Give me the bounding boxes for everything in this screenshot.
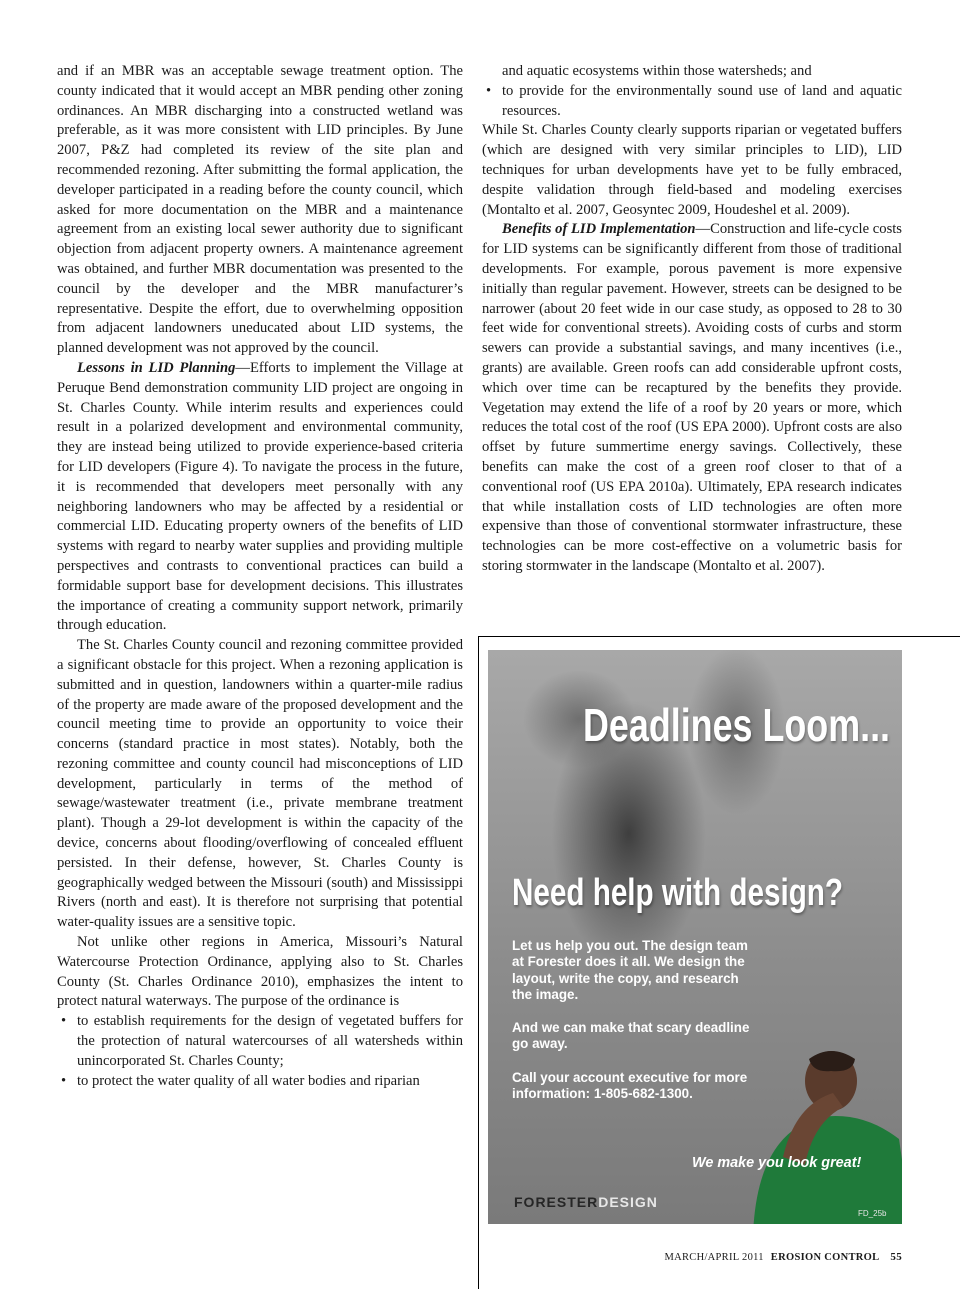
ad-headline: Deadlines Loom...	[583, 699, 891, 751]
left-column	[57, 62, 463, 1091]
bullet-item: • to provide for the environmentally sound use of land and aquatic resources.	[482, 82, 902, 122]
person-hair	[809, 1051, 855, 1071]
ad-tagline: We make you look great!	[692, 1155, 862, 1171]
bullet-list	[482, 82, 902, 122]
advertisement	[488, 650, 902, 1224]
right-column	[482, 62, 902, 577]
ad-border-horizontal	[478, 636, 960, 637]
bullet-continuation: and aquatic ecosystems within those watersheds; and	[502, 63, 812, 79]
body-paragraph: While St. Charles County clearly supports riparian or vegetated buffers (which are designed with very similar principles to LID), LID techniques for urban developments have yet to be fully embraced, despite validation through field-based and modeling exercises (Montalto et al. 2007, Geosyntec 2009, Houdeshel et al. 2009).	[482, 122, 902, 218]
logo-part: FORESTER	[514, 1194, 599, 1210]
forester-design-logo	[514, 1194, 658, 1210]
page-number: 55	[890, 1251, 902, 1263]
ad-subheadline: Need help with design?	[512, 872, 844, 914]
body-paragraph: Not unlike other regions in America, Missouri’s Natural Watercourse Protection Ordinance, applying also to St. Charles County (St. Charles Ordinance 2010), emphasizes the intent to protect natural waterways. The purpose of the ordinance is	[57, 934, 463, 1010]
section-body: —Construction and life-cycle costs for LID systems can be significantly different from those of traditional developments. For example, porous pavement is more expensive initially than regular pavement. However, streets can be designed to be narrower (about 20 feet wide in our case study, as opposed to 28 to 30 feet wide for conventional streets). Avoiding costs of curbs and storm sewers can provide a substantial savings, and many incentives (i.e., grants) are available. Green roofs can add considerable upfront costs, which over time can be recaptured by the benefits they provide. Vegetation may extend the life of a roof by 20 years or more, which reduces the total cost of the roof (US EPA 2000). Upfront costs are also offset by future summertime energy savings. Collectively, these benefits can make the cost of a green roof closer to that of a conventional roof (US EPA 2010a). Ultimately, EPA research indicates that while installation costs of LID technologies are often more expensive than those of conventional stormwater infrastructure, these technologies can be more cost-effective on a volumetric basis for storing stormwater in the landscape (Montalto et al. 2007).	[482, 221, 902, 574]
section-body: —Efforts to implement the Village at Peruque Bend demonstration community LID project are ongoing in St. Charles County. While interim results and experiences could result in a polarized development and environmental community, they are instead being utilized to provide experience-based criteria for LID developers (Figure 4). To navigate the process in the future, it is recommended that developers meet personally with any neighboring landowners who may be affected by a residential or commercial LID. Educating property owners of the benefits of LID systems with regard to nearby water supplies and providing multiple perspectives and contrasts to conventional practices can build a formidable support base for development decisions. This illustrates the importance of creating a community support network, primarily through education.	[57, 359, 464, 634]
page-footer	[664, 1251, 902, 1263]
ad-contact-text: Call your account executive for more information: 1-805-682-1300.	[512, 1070, 748, 1102]
section-heading: Lessons in LID Planning	[77, 359, 236, 376]
body-paragraph: and if an MBR was an acceptable sewage treatment option. The county indicated that it would accept an MBR pending other zoning ordinances. An MBR discharging into a constructed wetland was preferable, as it was more consistent with LID principles. By June 2007, P&Z had completed its review of the site plan and recommended rezoning. After submitting the formal application, the developer participated in a reading before the county council, which asked for more documentation on the MBR and a maintenance agreement from an existing local sewer authority due to significant objection from adjacent property owners. A maintenance agreement was obtained, and further MBR documentation was presented to the council by the developer and the MBR manufacturer’s representative. Despite the effort, due to overwhelming opposition from adjacent landowners uneducated about LID systems, the planned development was not approved by the council.	[57, 63, 463, 357]
bullet-list	[57, 1012, 463, 1091]
ad-body-text: And we can make that scary deadline go away.	[512, 1020, 750, 1052]
section-heading: Benefits of LID Implementation	[502, 221, 696, 238]
ad-code: FD_25b	[858, 1209, 887, 1218]
body-paragraph	[57, 359, 463, 636]
bullet-item: • to protect the water quality of all water bodies and riparian	[57, 1072, 463, 1092]
ad-body-text: Let us help you out. The design team at Forester does it all. We design the layout, write the copy, and research the image.	[512, 938, 748, 1002]
logo-part: DESIGN	[598, 1194, 658, 1210]
magazine-name: EROSION CONTROL	[770, 1252, 880, 1263]
bullet-item: • to establish requirements for the design of vegetated buffers for the protection of natural watercourses of all watersheds within unincorporated St. Charles County;	[57, 1012, 463, 1071]
ad-border-vertical	[478, 636, 479, 1289]
body-paragraph	[482, 220, 902, 576]
issue-date: MARCH/APRIL 2011	[664, 1252, 764, 1263]
body-paragraph: The St. Charles County council and rezoning committee provided a significant obstacle for this project. When a rezoning application is submitted and in question, landowners within a quarter-mile radius of the property are made aware of the proposed development and the council meeting time to provide an opportunity to voice their concerns (standard practice in most states). Notably, both the rezoning committee and county council had misconceptions of LID development, particularly in terms of the method of sewage/wastewater treatment (i.e., private membrane treatment plant). Though a 29-lot development is within the capacity of the device, concerns about flooding/overflowing of concealed effluent persisted. In their defense, however, St. Charles County is geographically wedged between the Missouri (south) and Mississippi Rivers (north and east). It is therefore not surprising that potential water-quality issues are a sensitive topic.	[57, 637, 463, 931]
